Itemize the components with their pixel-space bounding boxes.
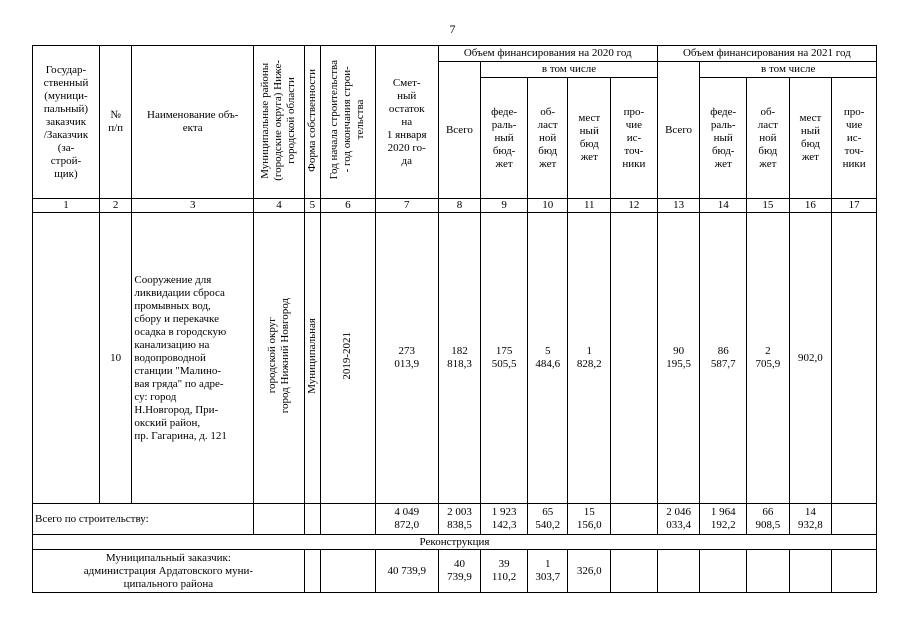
page-number: 7 <box>449 22 456 36</box>
header-fin-2020: Объем финансирования на 2020 год <box>438 46 657 62</box>
column-number: 12 <box>611 199 658 213</box>
total-regional-2021: 66 908,5 <box>747 504 790 535</box>
column-number: 17 <box>832 199 877 213</box>
customer-federal-2020: 39 110,2 <box>481 550 528 593</box>
cell-empty <box>832 504 877 535</box>
column-number: 13 <box>657 199 700 213</box>
header-years-cell <box>321 46 376 199</box>
cell-regional-2021: 2 705,9 <box>747 213 790 504</box>
header-fin-2021: Объем финансирования на 2021 год <box>657 46 876 62</box>
total-local-2020: 15 156,0 <box>568 504 611 535</box>
column-number: 2 <box>99 199 131 213</box>
cell-other-2021 <box>832 213 877 504</box>
header-other-2021: про- чие ис- точ- ники <box>832 78 877 199</box>
cell-ownership-text: Муниципальная <box>305 318 318 394</box>
header-total-2020: Всего <box>438 62 481 199</box>
header-federal-2020: феде- раль- ный бюд- жет <box>481 78 528 199</box>
column-number: 6 <box>321 199 376 213</box>
cell-federal-2020: 175 505,5 <box>481 213 528 504</box>
header-local-2021: мест ный бюд жет <box>789 78 832 199</box>
cell-empty <box>832 550 877 593</box>
cell-local-2020: 1 828,2 <box>568 213 611 504</box>
cell-empty <box>700 550 747 593</box>
customer-local-2020: 326,0 <box>568 550 611 593</box>
cell-empty <box>657 550 700 593</box>
financing-table <box>32 45 877 593</box>
table-row-total <box>33 504 877 535</box>
header-estimate: Смет- ный остаток на 1 января 2020 го- да <box>375 46 438 199</box>
header-including-2020: в том числе <box>481 62 658 78</box>
header-federal-2021: феде- раль- ный бюд- жет <box>700 78 747 199</box>
header-regional-2021: об- ласт ной бюд жет <box>747 78 790 199</box>
column-number: 15 <box>747 199 790 213</box>
header-local-2020: мест ный бюд жет <box>568 78 611 199</box>
cell-ownership <box>304 213 320 504</box>
column-number: 9 <box>481 199 528 213</box>
table-row-customer <box>33 550 877 593</box>
header-total-2021: Всего <box>657 62 700 199</box>
header-including-2021: в том числе <box>700 62 877 78</box>
total-federal-2021: 1 964 192,2 <box>700 504 747 535</box>
header-years: Год начала строительства - год окончания строи- тельства <box>328 60 367 180</box>
header-customer: Государ- ственный (муници- пальный) заказчик /Заказчик (за- строй- щик) <box>33 46 100 199</box>
cell-empty <box>321 550 376 593</box>
header-districts: Муниципальные районы (городские округа) Ниже- городской области <box>259 59 298 181</box>
column-number: 1 <box>33 199 100 213</box>
total-estimate: 4 049 872,0 <box>375 504 438 535</box>
column-number: 11 <box>568 199 611 213</box>
cell-estimate: 273 013,9 <box>375 213 438 504</box>
cell-customer-empty <box>33 213 100 504</box>
cell-empty <box>304 550 320 593</box>
customer-label: Муниципальный заказчик: администрация Ардатовского муни- ципального района <box>33 550 305 593</box>
header-object-name: Наименование объ- екта <box>132 46 254 199</box>
column-number: 8 <box>438 199 481 213</box>
header-ownership: Форма собственности <box>305 68 318 172</box>
cell-total-2021: 90 195,5 <box>657 213 700 504</box>
column-number: 3 <box>132 199 254 213</box>
cell-years-text: 2019-2021 <box>341 332 354 380</box>
column-number: 16 <box>789 199 832 213</box>
cell-empty <box>789 550 832 593</box>
total-2021: 2 046 033,4 <box>657 504 700 535</box>
cell-empty <box>321 504 376 535</box>
column-number: 4 <box>254 199 305 213</box>
cell-empty <box>611 550 658 593</box>
cell-empty <box>747 550 790 593</box>
header-districts-cell <box>254 46 305 199</box>
total-regional-2020: 65 540,2 <box>527 504 568 535</box>
total-label: Всего по строительству: <box>33 504 254 535</box>
cell-district-text: городской округ город Нижний Новгород <box>265 298 291 414</box>
customer-estimate: 40 739,9 <box>375 550 438 593</box>
cell-years <box>321 213 376 504</box>
cell-empty <box>304 504 320 535</box>
cell-total-2020: 182 818,3 <box>438 213 481 504</box>
cell-object-name: Сооружение для ликвидации сброса промывных вод, сбору и перекачке осадка в городскую канализацию на водопроводной станции "Малино- вая гряда" по адре- су: город Н.Новгород, При- окский район, пр. Гагарина, д. 121 <box>132 213 254 504</box>
cell-other-2020 <box>611 213 658 504</box>
total-federal-2020: 1 923 142,3 <box>481 504 528 535</box>
header-regional-2020: об- ласт ной бюд жет <box>527 78 568 199</box>
cell-row-number: 10 <box>99 213 131 504</box>
header-ownership-cell <box>304 46 320 199</box>
total-local-2021: 14 932,8 <box>789 504 832 535</box>
header-num: № п/п <box>99 46 131 199</box>
section-title: Реконструкция <box>33 535 877 550</box>
cell-regional-2020: 5 484,6 <box>527 213 568 504</box>
cell-empty <box>611 504 658 535</box>
header-other-2020: про- чие ис- точ- ники <box>611 78 658 199</box>
customer-regional-2020: 1 303,7 <box>527 550 568 593</box>
column-number: 10 <box>527 199 568 213</box>
column-number: 7 <box>375 199 438 213</box>
cell-empty <box>254 504 305 535</box>
table-row-object <box>33 213 877 504</box>
cell-district <box>254 213 305 504</box>
cell-local-2021: 902,0 <box>789 213 832 504</box>
cell-federal-2021: 86 587,7 <box>700 213 747 504</box>
column-number: 14 <box>700 199 747 213</box>
column-number: 5 <box>304 199 320 213</box>
customer-total-2020: 40 739,9 <box>438 550 481 593</box>
total-2020: 2 003 838,5 <box>438 504 481 535</box>
